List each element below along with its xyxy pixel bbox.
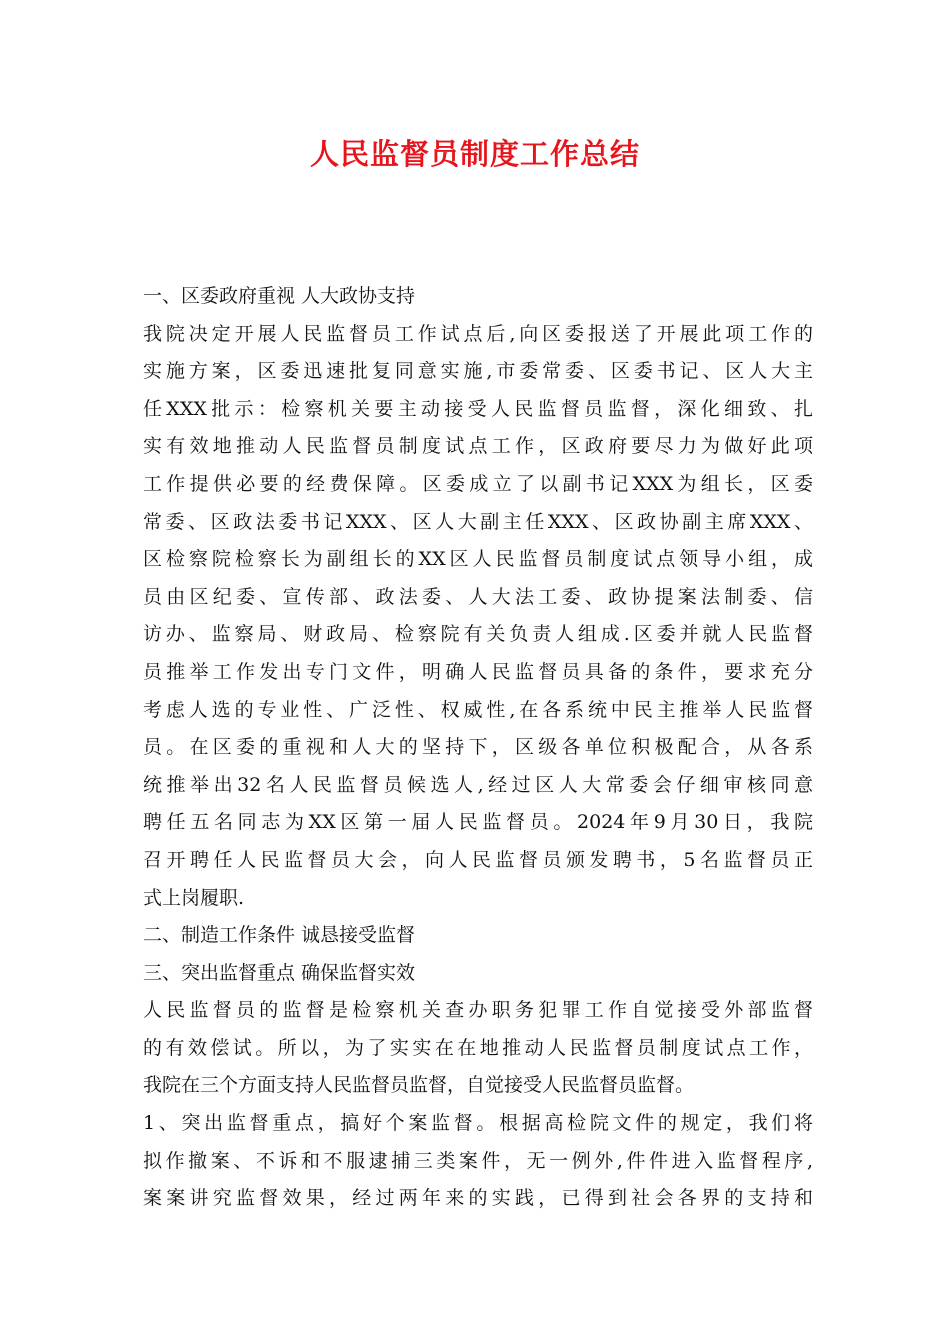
body-line: 统推举出32名人民监督员候选人,经过区人大常委会仔细审核同意 <box>143 773 813 796</box>
body-line: 拟作撤案、不诉和不服逮捕三类案件，无一例外,件件进入监督程序, <box>143 1149 813 1172</box>
body-line: 我院决定开展人民监督员工作试点后,向区委报送了开展此项工作的 <box>143 322 813 345</box>
document-body <box>143 278 813 1218</box>
body-line: 员由区纪委、宣传部、政法委、人大法工委、政协提案法制委、信 <box>143 585 813 608</box>
body-line: 考虑人选的专业性、广泛性、权威性,在各系统中民主推举人民监督 <box>143 698 813 721</box>
body-line: 区检察院检察长为副组长的XX区人民监督员制度试点领导小组，成 <box>143 548 813 571</box>
body-line: 案案讲究监督效果，经过两年来的实践，已得到社会各界的支持和 <box>143 1187 813 1210</box>
body-line: 实施方案，区委迅速批复同意实施,市委常委、区委书记、区人大主 <box>143 360 813 383</box>
body-line: 二、制造工作条件 诚恳接受监督 <box>143 924 416 947</box>
body-line: 员。在区委的重视和人大的坚持下，区级各单位积极配合，从各系 <box>143 736 813 759</box>
body-line: 召开聘任人民监督员大会，向人民监督员颁发聘书，5名监督员正 <box>143 848 813 871</box>
body-line: 的有效偿试。所以，为了实实在在地推动人民监督员制度试点工作， <box>143 1036 813 1059</box>
body-line: 一、区委政府重视 人大政协支持 <box>143 285 416 307</box>
body-line: 1、突出监督重点，搞好个案监督。根据高检院文件的规定，我们将 <box>143 1112 813 1135</box>
body-line: 人民监督员的监督是检察机关查办职务犯罪工作自觉接受外部监督 <box>143 999 813 1022</box>
body-line: 实有效地推动人民监督员制度试点工作，区政府要尽力为做好此项 <box>143 435 813 458</box>
body-line: 员推举工作发出专门文件，明确人民监督员具备的条件，要求充分 <box>143 660 813 683</box>
body-line: 工作提供必要的经费保障。区委成立了以副书记XXX为组长，区委 <box>143 472 813 495</box>
body-line: 聘任五名同志为XX区第一届人民监督员。2024年9月30日，我院 <box>143 811 813 834</box>
body-line: 我院在三个方面支持人民监督员监督，自觉接受人民监督员监督。 <box>143 1074 695 1097</box>
body-line: 三、突出监督重点 确保监督实效 <box>143 961 416 984</box>
body-line: 访办、监察局、财政局、检察院有关负责人组成.区委并就人民监督 <box>143 623 813 646</box>
body-line: 任XXX批示：检察机关要主动接受人民监督员监督，深化细致、扎 <box>143 397 813 420</box>
document-title: 人民监督员制度工作总结 <box>309 137 640 171</box>
body-line: 式上岗履职. <box>143 886 245 909</box>
body-line: 常委、区政法委书记XXX、区人大副主任XXX、区政协副主席XXX、 <box>143 510 813 533</box>
